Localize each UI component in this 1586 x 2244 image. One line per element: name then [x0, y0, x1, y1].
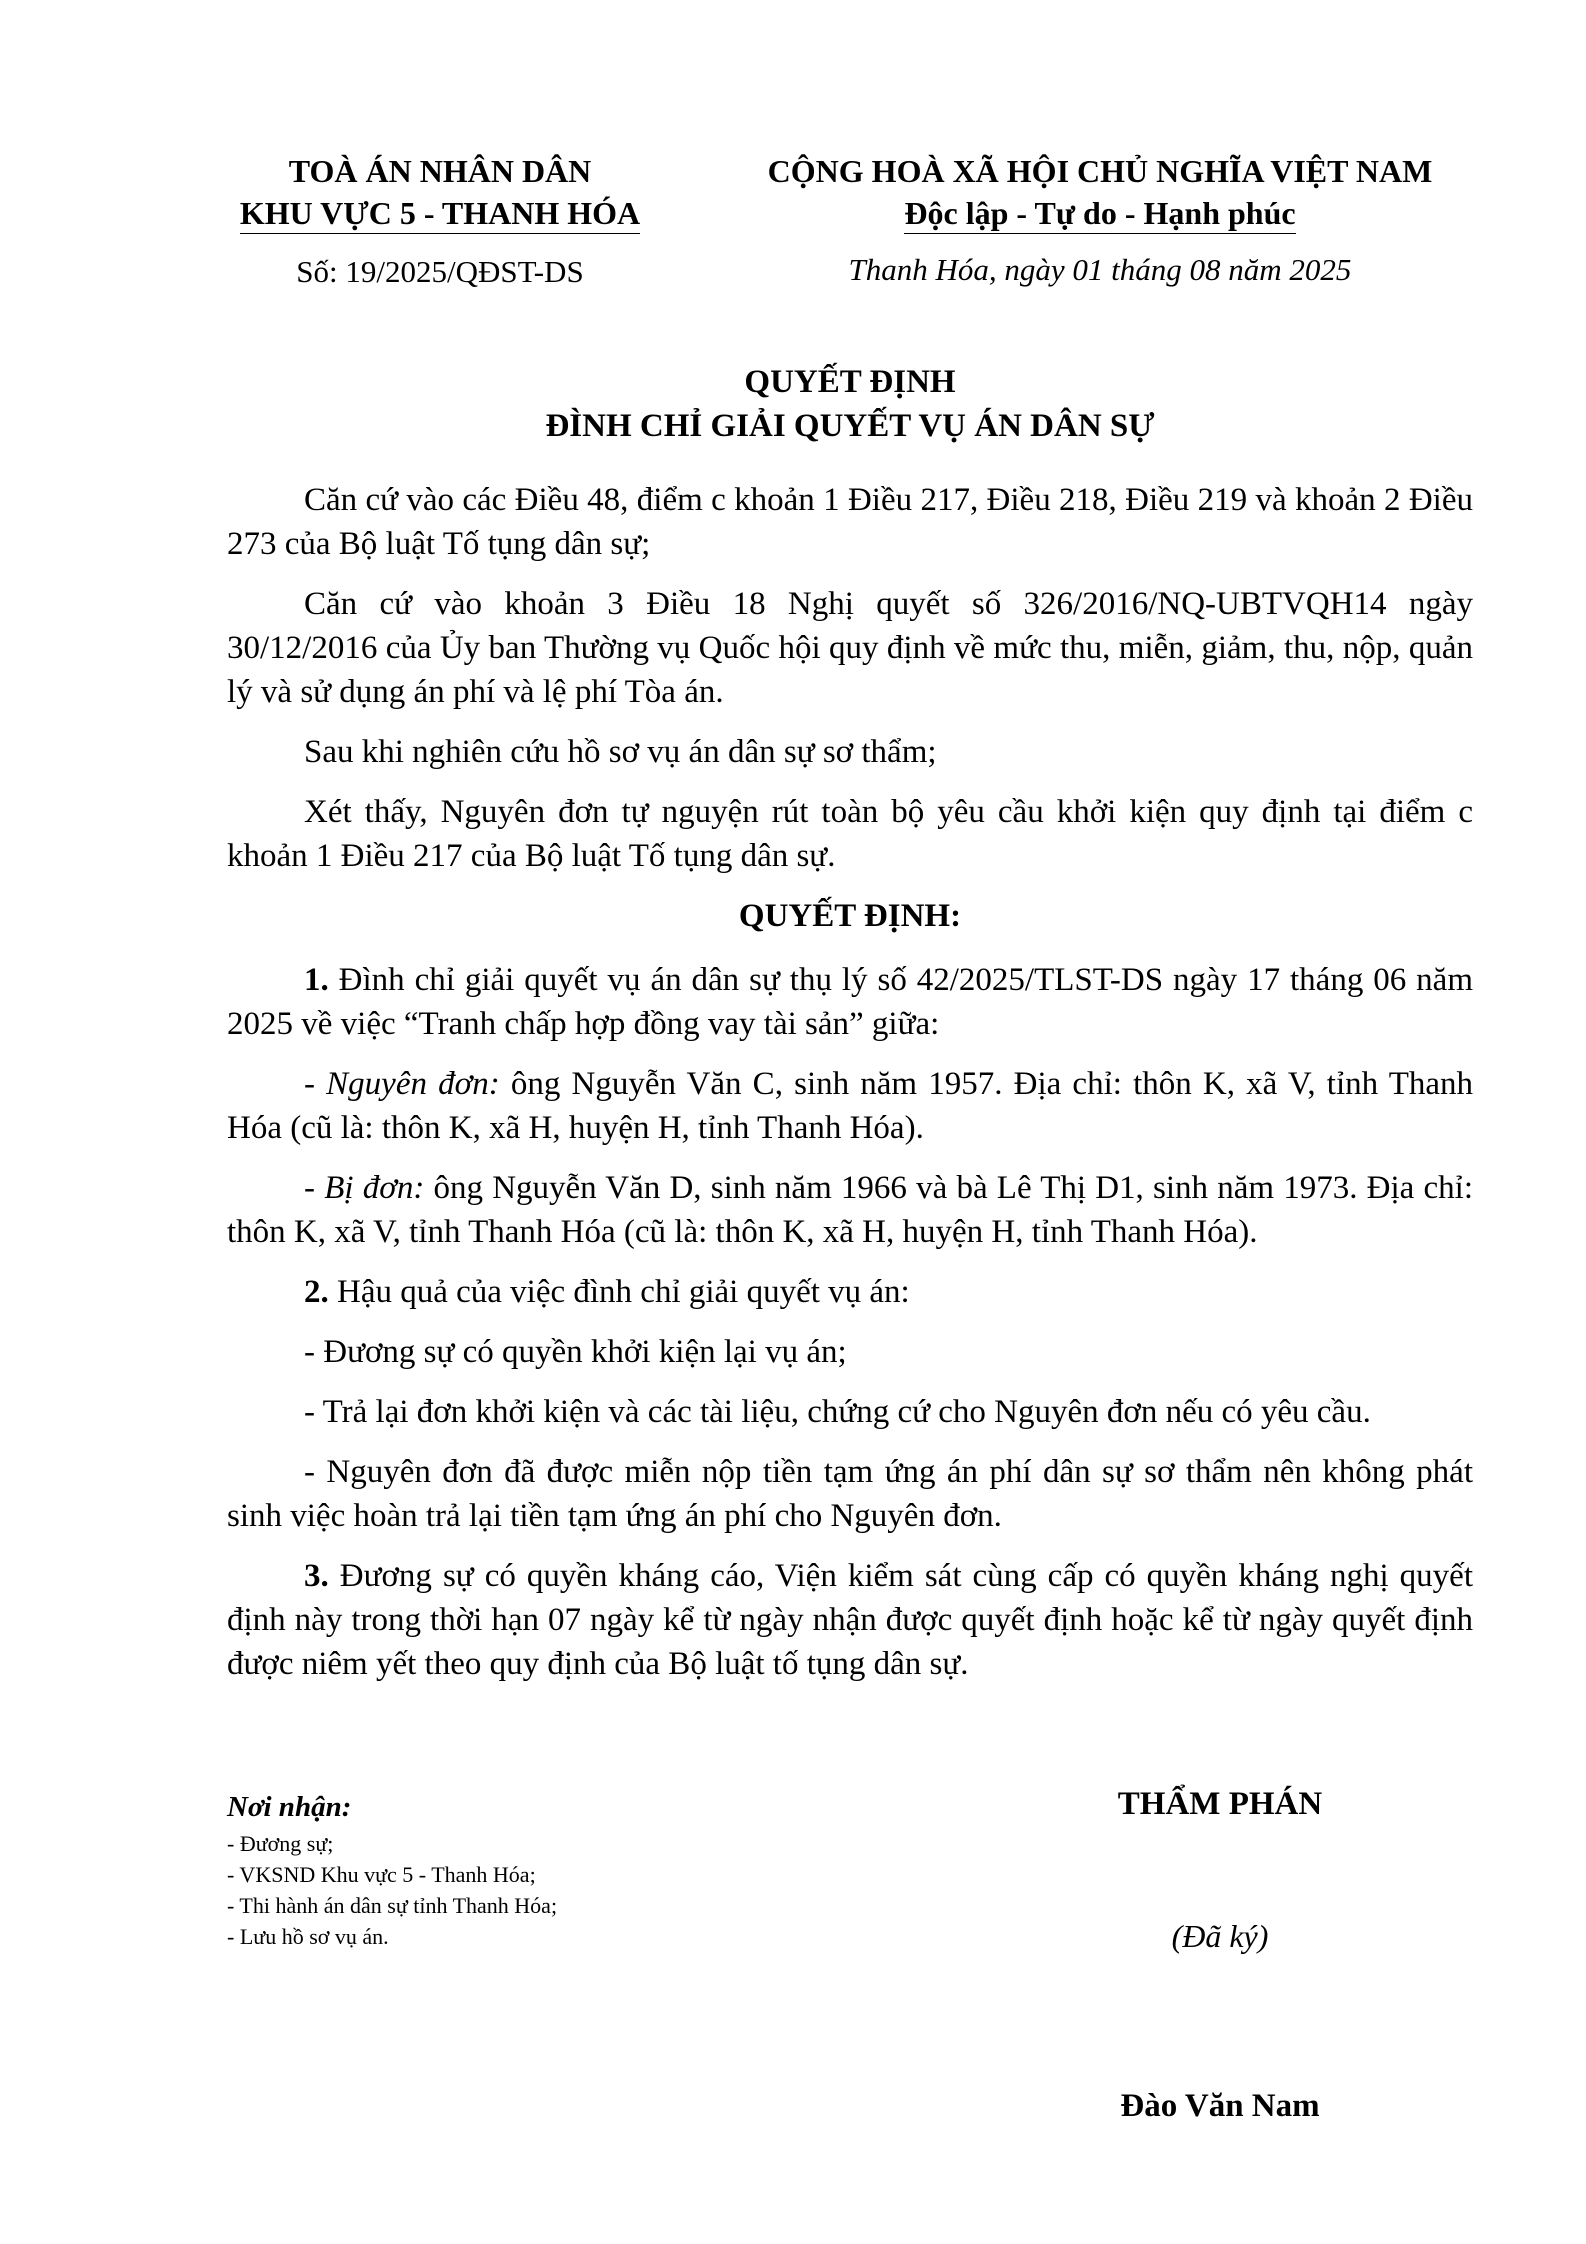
- signer-role: THẨM PHÁN: [1117, 1786, 1323, 1822]
- national-header: [700, 150, 1500, 234]
- item-text: Hậu quả của việc đình chỉ giải quyết vụ án:: [328, 1274, 910, 1310]
- title-line-2: ĐÌNH CHỈ GIẢI QUYẾT VỤ ÁN DÂN SỰ: [545, 408, 1155, 444]
- decision-item-1: [227, 958, 1473, 1046]
- recipients-list: [227, 1828, 747, 1952]
- decision-heading: QUYẾT ĐỊNH:: [738, 898, 962, 934]
- court-district: KHU VỰC 5 - THANH HÓA: [240, 193, 640, 234]
- national-motto: Độc lập - Tự do - Hạnh phúc: [904, 193, 1295, 234]
- recipient-item: - Đương sự;: [227, 1831, 334, 1856]
- item-number: 2.: [304, 1274, 329, 1310]
- dash: -: [304, 1066, 327, 1102]
- recipients-block: [227, 1788, 747, 1952]
- consequence-a: - Đương sự có quyền khởi kiện lại vụ án;: [304, 1334, 847, 1370]
- plaintiff-text: ông Nguyễn Văn C, sinh năm 1957. Địa chỉ: thôn K, xã V, tỉnh Thanh Hóa (cũ là: thôn K, xã H, huyện H, tỉnh Thanh Hóa).: [227, 1066, 1473, 1146]
- item-number: 1.: [304, 962, 329, 998]
- court-header: [170, 150, 710, 234]
- signer-name: Đào Văn Nam: [1120, 2088, 1320, 2124]
- document-title: [227, 360, 1473, 448]
- signature-block: [960, 1786, 1480, 2124]
- plaintiff-label: Nguyên đơn:: [326, 1066, 500, 1102]
- signed-note: (Đã ký): [1171, 1918, 1269, 1954]
- defendant-text: ông Nguyễn Văn D, sinh năm 1966 và bà Lê Thị D1, sinh năm 1973. Địa chỉ: thôn K, xã V, tỉnh Thanh Hóa (cũ là: thôn K, xã H, huyện H, tỉnh Thanh Hóa).: [227, 1170, 1473, 1250]
- recipient-item: - VKSND Khu vực 5 - Thanh Hóa;: [227, 1862, 536, 1887]
- document-number: Số: 19/2025/QĐST-DS: [296, 254, 584, 289]
- item-number: 3.: [304, 1558, 329, 1594]
- item-text: Đình chỉ giải quyết vụ án dân sự thụ lý số 42/2025/TLST-DS ngày 17 tháng 06 năm 2025 về việc “Tranh chấp hợp đồng vay tài sản” giữa:: [227, 962, 1473, 1042]
- title-line-1: QUYẾT ĐỊNH: [744, 364, 956, 400]
- item-text: Đương sự có quyền kháng cáo, Viện kiểm sát cùng cấp có quyền kháng nghị quyết định này trong thời hạn 07 ngày kể từ ngày nhận được quyết định hoặc kể từ ngày quyết định được niêm yết theo quy định của Bộ luật tố tụng dân sự.: [227, 1558, 1473, 1682]
- legal-basis-2: Căn cứ vào khoản 3 Điều 18 Nghị quyết số 326/2016/NQ-UBTVQH14 ngày 30/12/2016 của Ủy ban Thường vụ Quốc hội quy định về mức thu, miễn, giảm, thu, nộp, quản lý và sử dụng án phí và lệ phí Tòa án.: [227, 586, 1473, 710]
- document-date: Thanh Hóa, ngày 01 tháng 08 năm 2025: [848, 252, 1352, 287]
- decision-item-3: [227, 1554, 1473, 1686]
- consequence-b: - Trả lại đơn khởi kiện và các tài liệu, chứng cứ cho Nguyên đơn nếu có yêu cầu.: [304, 1394, 1371, 1430]
- consequence-c: - Nguyên đơn đã được miễn nộp tiền tạm ứng án phí dân sự sơ thẩm nên không phát sinh việc hoàn trả lại tiền tạm ứng án phí cho Nguyên đơn.: [227, 1454, 1473, 1534]
- study-note: Sau khi nghiên cứu hồ sơ vụ án dân sự sơ thẩm;: [304, 734, 937, 770]
- defendant-label: Bị đơn:: [324, 1170, 425, 1206]
- consideration: Xét thấy, Nguyên đơn tự nguyện rút toàn bộ yêu cầu khởi kiện quy định tại điểm c khoản 1 Điều 217 của Bộ luật Tố tụng dân sự.: [227, 794, 1473, 874]
- defendant-info: [227, 1166, 1473, 1254]
- decision-item-2: [227, 1270, 1473, 1314]
- court-name: TOÀ ÁN NHÂN DÂN: [288, 153, 592, 189]
- recipients-title: Nơi nhận:: [227, 1791, 352, 1823]
- legal-basis-1: Căn cứ vào các Điều 48, điểm c khoản 1 Điều 217, Điều 218, Điều 219 và khoản 2 Điều 273 của Bộ luật Tố tụng dân sự;: [227, 482, 1473, 562]
- dash: -: [304, 1170, 325, 1206]
- nation-title: CỘNG HOÀ XÃ HỘI CHỦ NGHĨA VIỆT NAM: [767, 153, 1433, 189]
- document-body: [227, 478, 1473, 1702]
- recipient-item: - Lưu hồ sơ vụ án.: [227, 1924, 389, 1949]
- plaintiff-info: [227, 1062, 1473, 1150]
- recipient-item: - Thi hành án dân sự tỉnh Thanh Hóa;: [227, 1893, 558, 1918]
